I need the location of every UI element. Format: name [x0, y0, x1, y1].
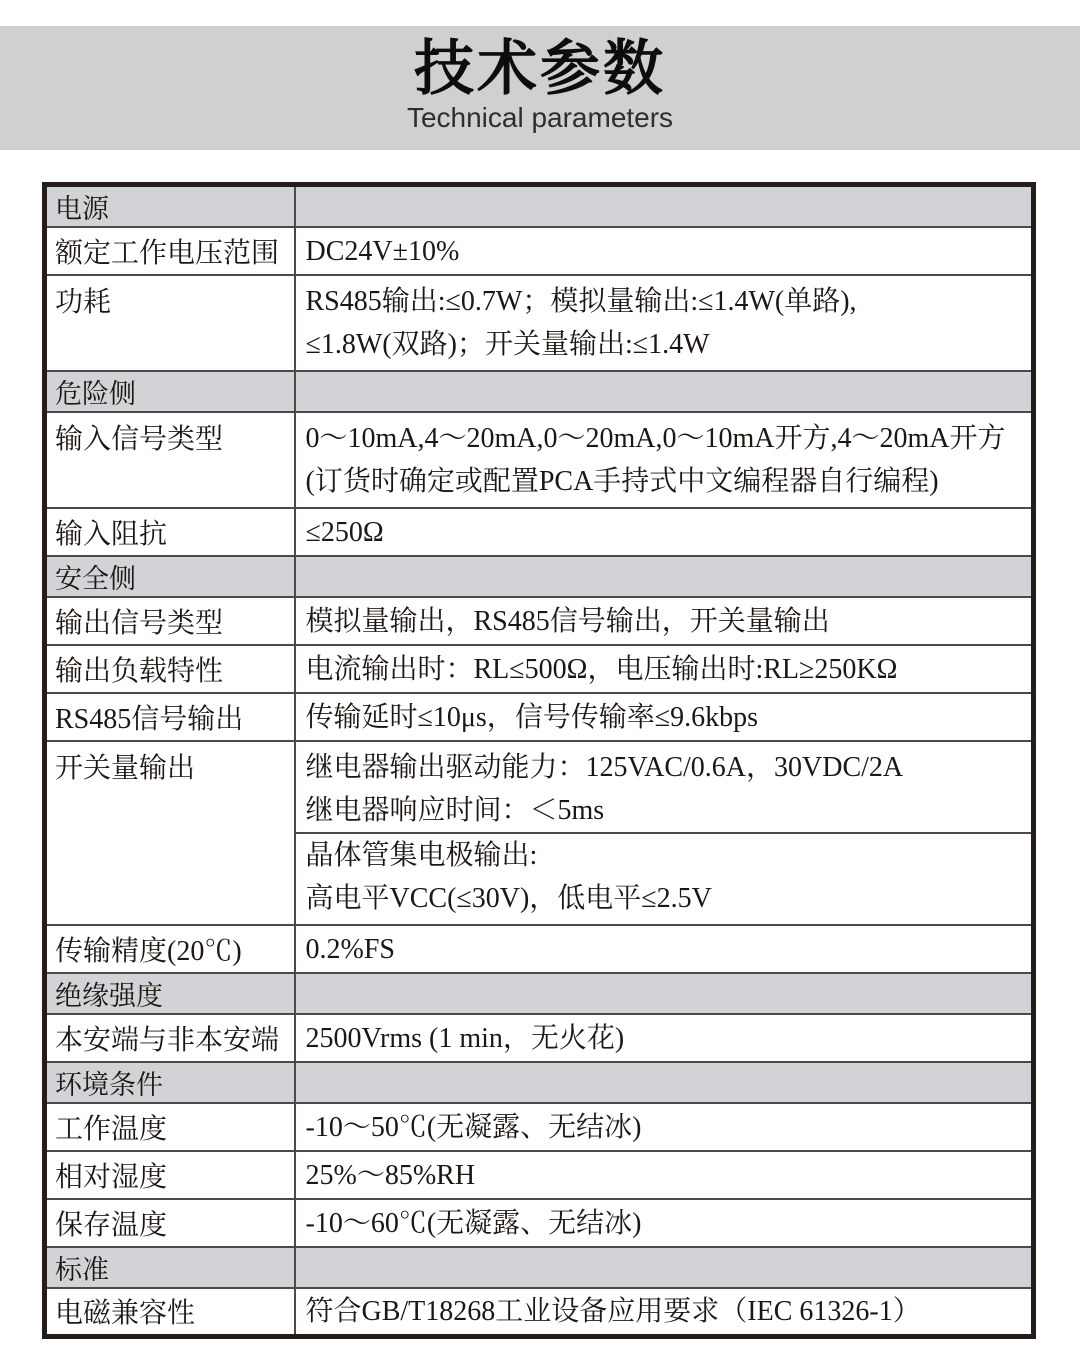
param-value-cell	[295, 556, 1034, 597]
param-value-line: 模拟量输出，RS485信号输出，开关量输出	[305, 605, 830, 637]
param-value-cell	[295, 925, 1034, 973]
param-value-line: -10～60℃(无凝露、无结冰)	[305, 1207, 642, 1239]
param-value-line: -10～50℃(无凝露、无结冰)	[305, 1111, 642, 1143]
param-value-line: 高电平VCC(≤30V)，低电平≤2.5V	[305, 883, 712, 914]
param-value-line: 25%～85%RH	[305, 1159, 476, 1191]
spec-row	[45, 227, 1034, 275]
spec-row	[45, 741, 1034, 925]
spec-row	[45, 925, 1034, 973]
section-header-row	[45, 371, 1034, 412]
param-value-line: 继电器输出驱动能力：125VAC/0.6A，30VDC/2A	[305, 752, 904, 783]
spec-row	[45, 412, 1034, 508]
param-value-line: DC24V±10%	[305, 235, 460, 267]
param-value-line: 0.2%FS	[305, 933, 395, 965]
param-value-line: 2500Vrms (1 min，无火花)	[305, 1022, 625, 1054]
param-value-line: 0～10mA,4～20mA,0～20mA,0～10mA开方,4～20mA开方	[305, 423, 1006, 454]
section-header-row	[45, 185, 1034, 228]
header-band	[0, 26, 1080, 150]
page-title: 技术参数	[414, 35, 666, 102]
section-header-row	[45, 1247, 1034, 1288]
spec-table	[42, 182, 1036, 1339]
param-value-cell	[295, 693, 1034, 741]
param-value-cell	[295, 1247, 1034, 1288]
param-label: 输出信号类型	[45, 597, 295, 645]
section-label: 安全侧	[45, 556, 295, 597]
param-label: 输入阻抗	[45, 508, 295, 556]
param-value-line: RS485输出:≤0.7W；模拟量输出:≤1.4W(单路),	[305, 286, 857, 317]
spec-row	[45, 1288, 1034, 1336]
param-value-line: 符合GB/T18268工业设备应用要求（IEC 61326-1）	[305, 1295, 921, 1327]
page-subtitle: Technical parameters	[406, 102, 674, 133]
param-value-cell	[295, 371, 1034, 412]
param-label: 开关量输出	[45, 741, 295, 925]
param-value-line: 传输延时≤10μs，信号传输率≤9.6kbps	[305, 701, 759, 733]
param-value-cell	[295, 973, 1034, 1014]
section-label: 标准	[45, 1247, 295, 1288]
param-label: 保存温度	[45, 1199, 295, 1247]
param-value-cell	[295, 1062, 1034, 1103]
spec-row	[45, 597, 1034, 645]
param-value-cell	[295, 1014, 1034, 1062]
param-value-cell	[295, 597, 1034, 645]
param-value-line: ≤1.8W(双路)；开关量输出:≤1.4W	[305, 329, 710, 360]
param-value-line: 电流输出时：RL≤500Ω，电压输出时:RL≥250KΩ	[305, 653, 898, 685]
param-value-cell	[295, 508, 1034, 556]
param-value-cell	[295, 1199, 1034, 1247]
param-label: 传输精度(20℃)	[45, 925, 295, 973]
spec-row	[45, 645, 1034, 693]
param-value-line: 晶体管集电极输出:	[305, 840, 538, 871]
param-label: 电磁兼容性	[45, 1288, 295, 1336]
spec-row	[45, 1151, 1034, 1199]
param-label: 输出负载特性	[45, 645, 295, 693]
param-value-cell	[295, 1151, 1034, 1199]
param-label: 本安端与非本安端	[45, 1014, 295, 1062]
param-label: 输入信号类型	[45, 412, 295, 508]
param-label: RS485信号输出	[45, 693, 295, 741]
param-value-cell	[295, 741, 1034, 925]
param-value-cell	[295, 1103, 1034, 1151]
section-header-row	[45, 973, 1034, 1014]
spec-row	[45, 275, 1034, 371]
param-value-cell	[295, 1288, 1034, 1336]
spec-row	[45, 508, 1034, 556]
section-label: 电源	[55, 194, 109, 224]
param-label: 工作温度	[45, 1103, 295, 1151]
spec-row	[45, 1103, 1034, 1151]
param-value-cell	[295, 227, 1034, 275]
section-label: 绝缘强度	[45, 973, 295, 1014]
param-label: 相对湿度	[45, 1151, 295, 1199]
param-value-cell	[295, 185, 1034, 228]
section-header-row	[45, 1062, 1034, 1103]
param-value-line: 继电器响应时间：＜5ms	[305, 795, 605, 826]
spec-row	[45, 1014, 1034, 1062]
section-label: 危险侧	[45, 371, 295, 412]
param-value-cell	[295, 275, 1034, 371]
param-label: 功耗	[45, 275, 295, 371]
spec-row	[45, 1199, 1034, 1247]
section-header-row	[45, 556, 1034, 597]
param-label: 额定工作电压范围	[45, 227, 295, 275]
param-value-cell	[295, 412, 1034, 508]
section-label: 环境条件	[45, 1062, 295, 1103]
param-value-line: ≤250Ω	[305, 516, 384, 548]
param-value-line: (订货时确定或配置PCA手持式中文编程器自行编程)	[305, 466, 939, 497]
param-value-cell	[295, 645, 1034, 693]
spec-row	[45, 693, 1034, 741]
